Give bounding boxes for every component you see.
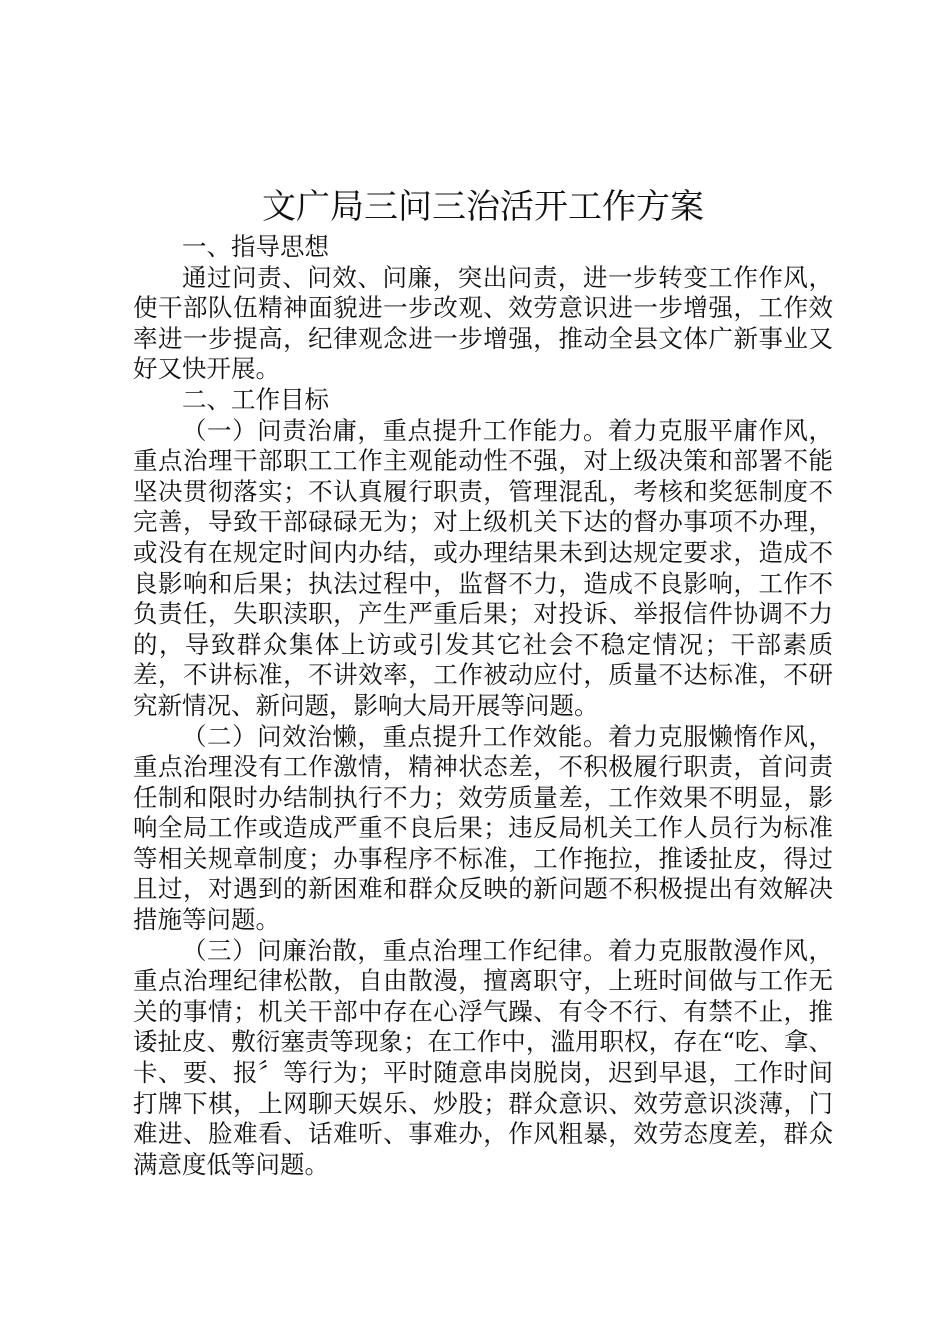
paragraph-goal-3: （三）问廉治散，重点治理工作纪律。着力克服散漫作风，重点治理纪律松散，自由散漫，擅离职守，上班时间做与工作无关的事情；机关干部中存在心浮气躁、有令不行、有禁不止，推诿扯皮、敷衍塞责等现象；在工作中，滥用职权，存在“吃、拿、卡、要、报〞等行为；平时随意串岗脱岗，迟到早退，工作时间打牌下棋，上网聊天娱乐、炒股；群众意识、效劳意识淡薄，门难进、脸难看、话难听、事难办，作风粗暴，效劳态度差，群众满意度低等问题。 — [133, 935, 833, 1179]
paragraph-goal-1: （一）问责治庸，重点提升工作能力。着力克服平庸作风，重点治理干部职工工作主观能动性不强，对上级决策和部署不能坚决贯彻落实；不认真履行职责，管理混乱，考核和奖惩制度不完善，导致干部碌碌无为；对上级机关下达的督办事项不办理，或没有在规定时间内办结，或办理结果未到达规定要求，造成不良影响和后果；执法过程中，监督不力，造成不良影响，工作不负责任，失职渎职，产生严重后果；对投诉、举报信件协调不力的，导致群众集体上访或引发其它社会不稳定情况；干部素质差，不讲标准，不讲效率，工作被动应付，质量不达标准，不研究新情况、新问题，影响大局开展等问题。 — [133, 415, 833, 720]
paragraph-goal-2: （二）问效治懒，重点提升工作效能。着力克服懒惰作风，重点治理没有工作激情，精神状态差，不积极履行职责，首问责任制和限时办结制执行不力；效劳质量差，工作效果不明显，影响全局工作或造成严重不良后果；违反局机关工作人员行为标准等相关规章制度；办事程序不标准，工作拖拉，推诿扯皮，得过且过，对遇到的新困难和群众反映的新问题不积极提出有效解决措施等问题。 — [133, 721, 833, 935]
document-page — [133, 182, 833, 1180]
paragraph-guiding-ideology: 通过问责、问效、问廉，突出问责，进一步转变工作作风，使干部队伍精神面貌进一步改观、效劳意识进一步增强，工作效率进一步提高，纪律观念进一步增强，推动全县文体广新事业又好又快开展。 — [133, 262, 833, 384]
section-heading-work-goals: 二、工作目标 — [182, 384, 329, 414]
document-title: 文广局三问三治活开工作方案 — [262, 187, 704, 227]
section-heading-guiding-ideology: 一、指导思想 — [182, 232, 329, 261]
